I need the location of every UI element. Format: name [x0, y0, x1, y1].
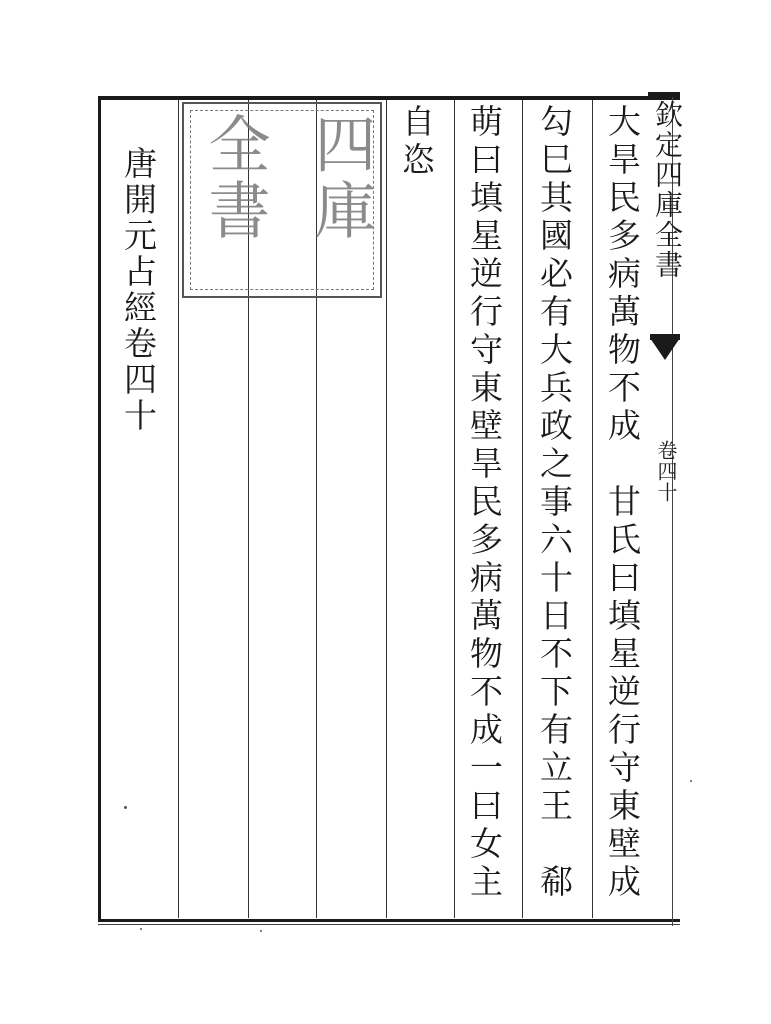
text-column-3: 萌曰填星逆行守東壁旱民多病萬物不成一曰女主: [465, 104, 504, 902]
scan-speck: [124, 806, 127, 809]
scan-speck: [260, 930, 262, 932]
column-rule: [178, 100, 179, 918]
column-rule: [454, 100, 455, 918]
spine-juan: 卷四十: [654, 440, 678, 503]
column-rule: [592, 100, 593, 918]
collection-seal: [182, 102, 382, 298]
frame-bottom-line: [98, 924, 680, 925]
column-rule: [522, 100, 523, 918]
book-title: 唐開元占經卷四十: [119, 146, 158, 434]
text-column-4: 自恣: [397, 104, 436, 180]
text-column-2: 勾巳其國必有大兵政之事六十日不下有立王 郗: [535, 104, 574, 902]
column-rule: [386, 100, 387, 918]
fish-tail-mark: [650, 338, 680, 360]
seal-glyphs-right: 四庫: [304, 112, 377, 244]
scan-speck: [690, 780, 692, 782]
spine-title: 欽定四庫全書: [651, 100, 684, 280]
spine-top-bar: [648, 92, 680, 97]
scan-speck: [140, 928, 142, 930]
seal-glyphs-left: 全書: [198, 112, 271, 244]
text-column-1: 大旱民多病萬物不成 甘氏曰填星逆行守東壁成: [603, 104, 642, 902]
